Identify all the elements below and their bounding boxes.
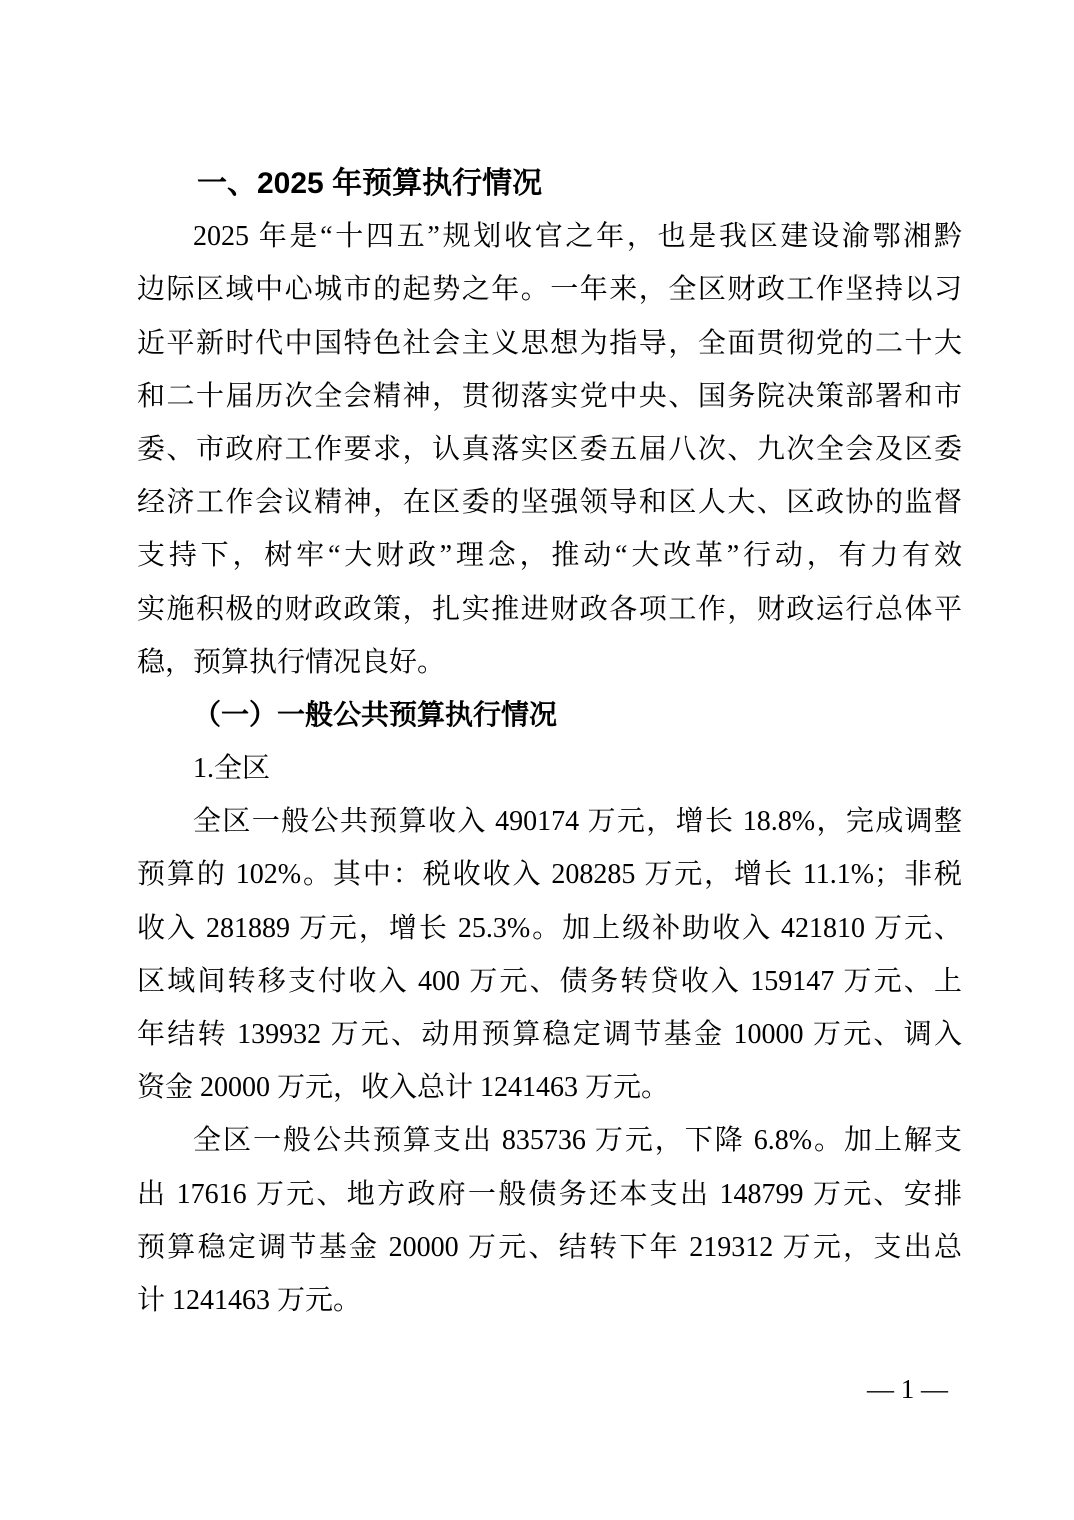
text-line: 委、市政府工作要求，认真落实区委五届八次、九次全会及区委	[137, 433, 962, 465]
text-line: 出 17616 万元、地方政府一般债务还本支出 148799 万元、安排	[137, 1178, 962, 1210]
document-body	[137, 157, 962, 1327]
text-line: 和二十届历次全会精神，贯彻落实党中央、国务院决策部署和市	[137, 380, 962, 412]
text-line: 预算稳定调节基金 20000 万元、结转下年 219312 万元，支出总	[137, 1231, 962, 1263]
text-line: 全区一般公共预算收入 490174 万元，增长 18.8%，完成调整	[193, 806, 962, 838]
text-line: 实施积极的财政政策，扎实推进财政各项工作，财政运行总体平	[137, 593, 962, 625]
text-line: 收入 281889 万元，增长 25.3%。加上级补助收入 421810 万元、	[137, 912, 962, 944]
section-heading: 一、2025 年预算执行情况	[197, 167, 543, 200]
text-line: 经济工作会议精神，在区委的坚强领导和区人大、区政协的监督	[137, 487, 962, 519]
text-line: 近平新时代中国特色社会主义思想为指导，全面贯彻党的二十大	[137, 327, 962, 359]
text-line: 区域间转移支付收入 400 万元、债务转贷收入 159147 万元、上	[137, 965, 962, 997]
text-line: 资金 20000 万元，收入总计 1241463 万元。	[137, 1072, 670, 1104]
page-number: — 1 —	[867, 1374, 948, 1404]
list-item-heading: 1.全区	[193, 753, 271, 785]
text-line: 计 1241463 万元。	[137, 1284, 362, 1316]
sub-section-heading: （一）一般公共预算执行情况	[193, 699, 558, 731]
text-line: 稳，预算执行情况良好。	[137, 646, 446, 678]
text-line: 边际区域中心城市的起势之年。一年来，全区财政工作坚持以习	[137, 274, 962, 306]
text-line: 预算的 102%。其中：税收收入 208285 万元，增长 11.1%；非税	[137, 859, 962, 891]
text-line: 2025 年是“十四五”规划收官之年，也是我区建设渝鄂湘黔	[193, 221, 962, 253]
text-line: 支持下，树牢“大财政”理念，推动“大改革”行动，有力有效	[137, 540, 962, 572]
text-line: 年结转 139932 万元、动用预算稳定调节基金 10000 万元、调入	[137, 1019, 962, 1050]
text-line: 全区一般公共预算支出 835736 万元，下降 6.8%。加上解支	[193, 1125, 962, 1157]
